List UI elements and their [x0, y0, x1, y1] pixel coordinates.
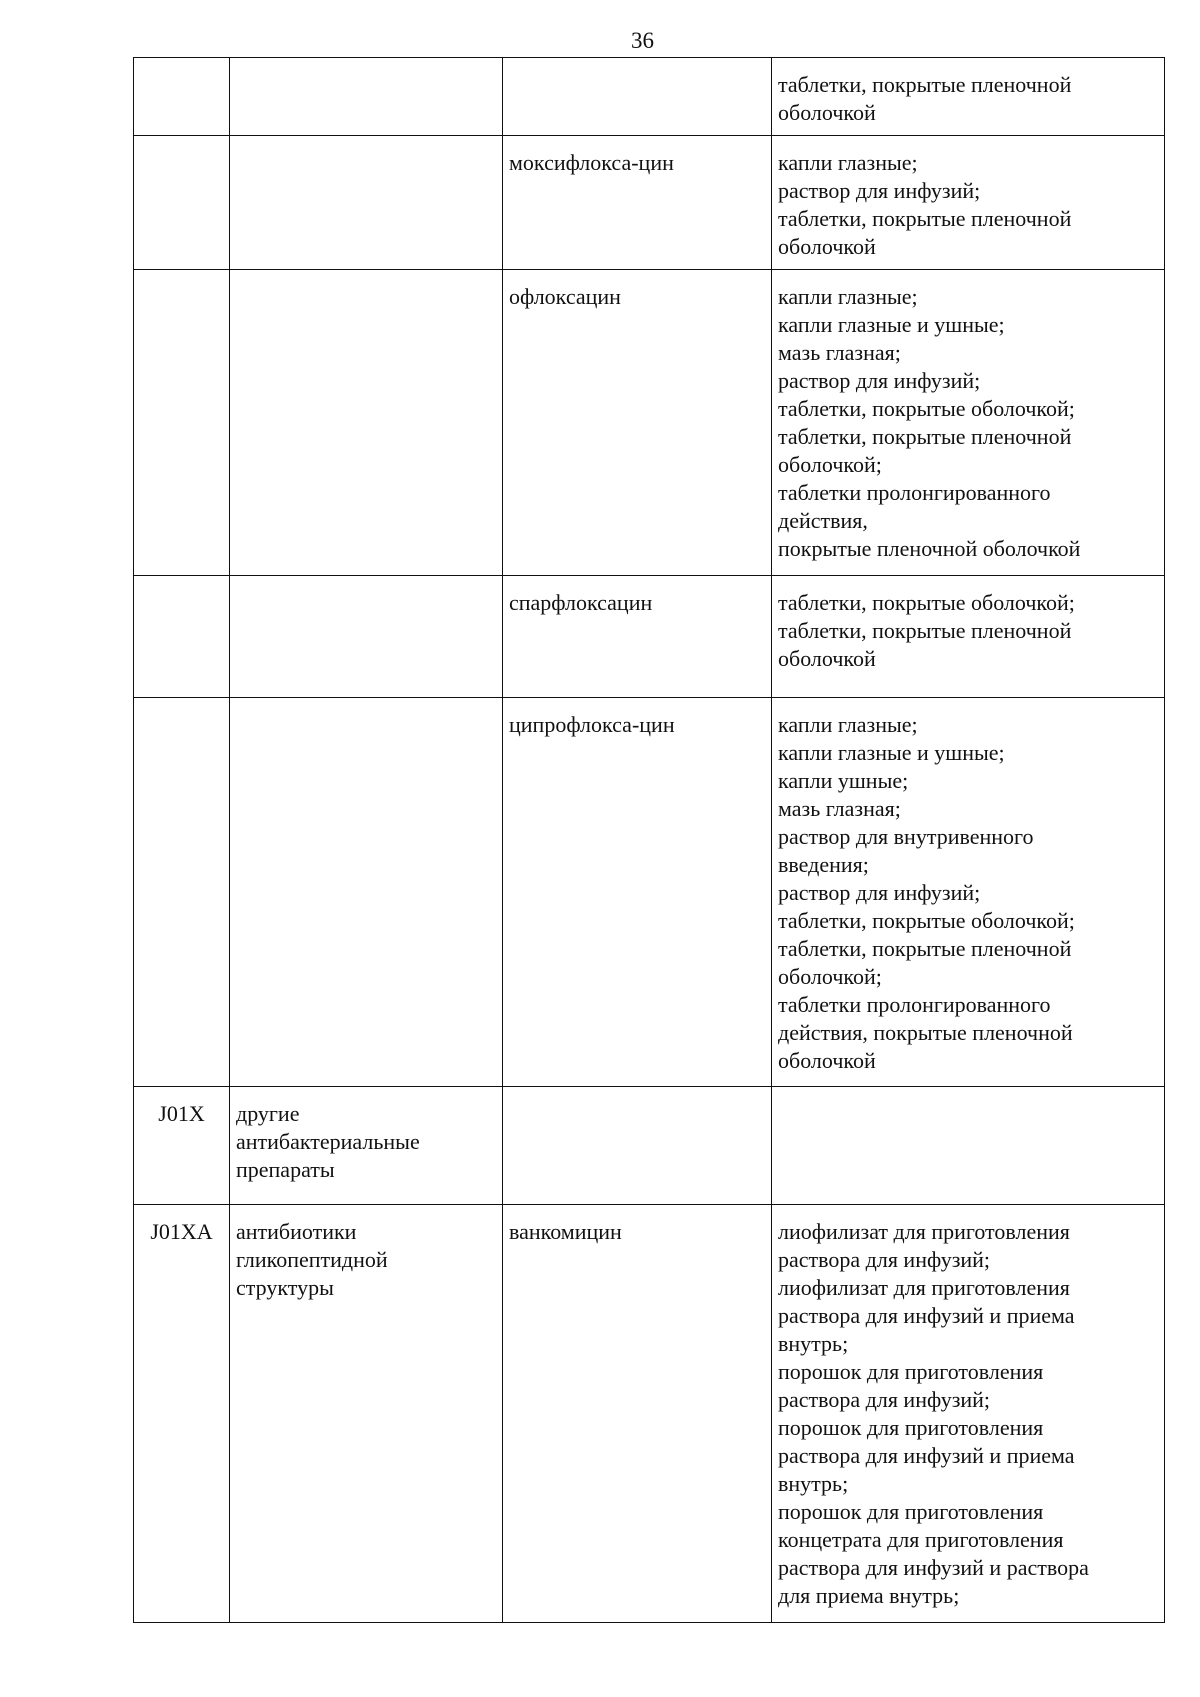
group-cell	[230, 136, 503, 270]
page-number: 36	[631, 28, 654, 53]
cell-text-line: другие	[236, 1101, 300, 1126]
drug-table	[133, 57, 1165, 1623]
cell-text-line: капли глазные;	[778, 284, 918, 309]
cell-text-line: действия, покрытые пленочной	[778, 1020, 1073, 1045]
group-cell	[230, 576, 503, 698]
cell-text-line: введения;	[778, 852, 869, 877]
table-body	[134, 58, 1165, 1623]
table-row	[134, 576, 1165, 698]
cell-text-line: таблетки, покрытые пленочной	[778, 936, 1072, 961]
cell-text-line: антибиотики	[236, 1219, 357, 1244]
group-cell	[230, 270, 503, 576]
cell-text-line: внутрь;	[778, 1331, 849, 1356]
group-cell	[230, 58, 503, 136]
cell-text-line: порошок для приготовления	[778, 1359, 1044, 1384]
cell-text-line: концетрата для приготовления	[778, 1527, 1064, 1552]
cell-text-line: внутрь;	[778, 1471, 849, 1496]
cell-text-line: раствора для инфузий;	[778, 1247, 991, 1272]
atc-code-cell	[134, 270, 230, 576]
cell-text-line: оболочкой	[778, 100, 876, 125]
atc-code-cell	[134, 576, 230, 698]
group-cell	[230, 698, 503, 1087]
cell-text-line: таблетки, покрытые пленочной	[778, 72, 1072, 97]
group-cell	[230, 1205, 503, 1623]
cell-text-line: капли глазные и ушные;	[778, 740, 1005, 765]
cell-text-line: раствора для инфузий и приема	[778, 1303, 1075, 1328]
cell-text-line: таблетки, покрытые оболочкой;	[778, 908, 1075, 933]
atc-code-cell	[134, 58, 230, 136]
drug-name-cell	[503, 58, 772, 136]
table-row	[134, 1087, 1165, 1205]
cell-text-line: таблетки, покрытые оболочкой;	[778, 590, 1075, 615]
cell-text-line: таблетки, покрытые оболочкой;	[778, 396, 1075, 421]
cell-text-line: таблетки, покрытые пленочной	[778, 424, 1072, 449]
cell-text-line: раствор для инфузий;	[778, 880, 981, 905]
cell-text-line: раствор для внутривенного	[778, 824, 1034, 849]
atc-code-cell: J01XA	[134, 1205, 230, 1623]
atc-code-cell	[134, 136, 230, 270]
drug-name-cell: ципрофлокса-цин	[503, 698, 772, 1087]
drug-name-cell: ванкомицин	[503, 1205, 772, 1623]
cell-text-line: таблетки пролонгированного	[778, 992, 1051, 1017]
cell-text-line: препараты	[236, 1157, 335, 1182]
cell-text-line: таблетки пролонгированного	[778, 480, 1051, 505]
cell-text-line: структуры	[236, 1275, 334, 1300]
atc-code-cell: J01X	[134, 1087, 230, 1205]
cell-text-line: раствора для инфузий и раствора	[778, 1555, 1089, 1580]
cell-text-line: гликопептидной	[236, 1247, 388, 1272]
cell-text-line: капли глазные;	[778, 150, 918, 175]
cell-text-line: покрытые пленочной оболочкой	[778, 536, 1081, 561]
cell-text-line: капли глазные и ушные;	[778, 312, 1005, 337]
cell-text-line: порошок для приготовления	[778, 1499, 1044, 1524]
drug-name-cell	[503, 1087, 772, 1205]
cell-text-line: капли глазные;	[778, 712, 918, 737]
cell-text-line: таблетки, покрытые пленочной	[778, 206, 1072, 231]
table-row	[134, 698, 1165, 1087]
dosage-form-cell	[772, 136, 1165, 270]
dosage-form-cell	[772, 1205, 1165, 1623]
dosage-form-cell	[772, 576, 1165, 698]
cell-text-line: антибактериальные	[236, 1129, 420, 1154]
drug-name-cell: офлоксацин	[503, 270, 772, 576]
cell-text-line: оболочкой;	[778, 452, 882, 477]
cell-text-line: раствор для инфузий;	[778, 368, 981, 393]
dosage-form-cell	[772, 270, 1165, 576]
cell-text-line: лиофилизат для приготовления	[778, 1275, 1070, 1300]
cell-text-line: для приема внутрь;	[778, 1583, 960, 1608]
table-row	[134, 136, 1165, 270]
cell-text-line: оболочкой	[778, 1048, 876, 1073]
cell-text-line: порошок для приготовления	[778, 1415, 1044, 1440]
cell-text-line: капли ушные;	[778, 768, 909, 793]
dosage-form-cell	[772, 58, 1165, 136]
cell-text-line: раствора для инфузий и приема	[778, 1443, 1075, 1468]
table-row	[134, 270, 1165, 576]
dosage-form-cell	[772, 1087, 1165, 1205]
cell-text-line: оболочкой	[778, 646, 876, 671]
dosage-form-cell	[772, 698, 1165, 1087]
cell-text-line: мазь глазная;	[778, 340, 901, 365]
cell-text-line: оболочкой	[778, 234, 876, 259]
cell-text-line: раствор для инфузий;	[778, 178, 981, 203]
cell-text-line: оболочкой;	[778, 964, 882, 989]
drug-name-cell: моксифлокса-цин	[503, 136, 772, 270]
cell-text-line: действия,	[778, 508, 868, 533]
table-row	[134, 58, 1165, 136]
cell-text-line: лиофилизат для приготовления	[778, 1219, 1070, 1244]
table-row	[134, 1205, 1165, 1623]
cell-text-line: раствора для инфузий;	[778, 1387, 991, 1412]
atc-code-cell	[134, 698, 230, 1087]
group-cell	[230, 1087, 503, 1205]
cell-text-line: таблетки, покрытые пленочной	[778, 618, 1072, 643]
cell-text-line: мазь глазная;	[778, 796, 901, 821]
drug-name-cell: спарфлоксацин	[503, 576, 772, 698]
